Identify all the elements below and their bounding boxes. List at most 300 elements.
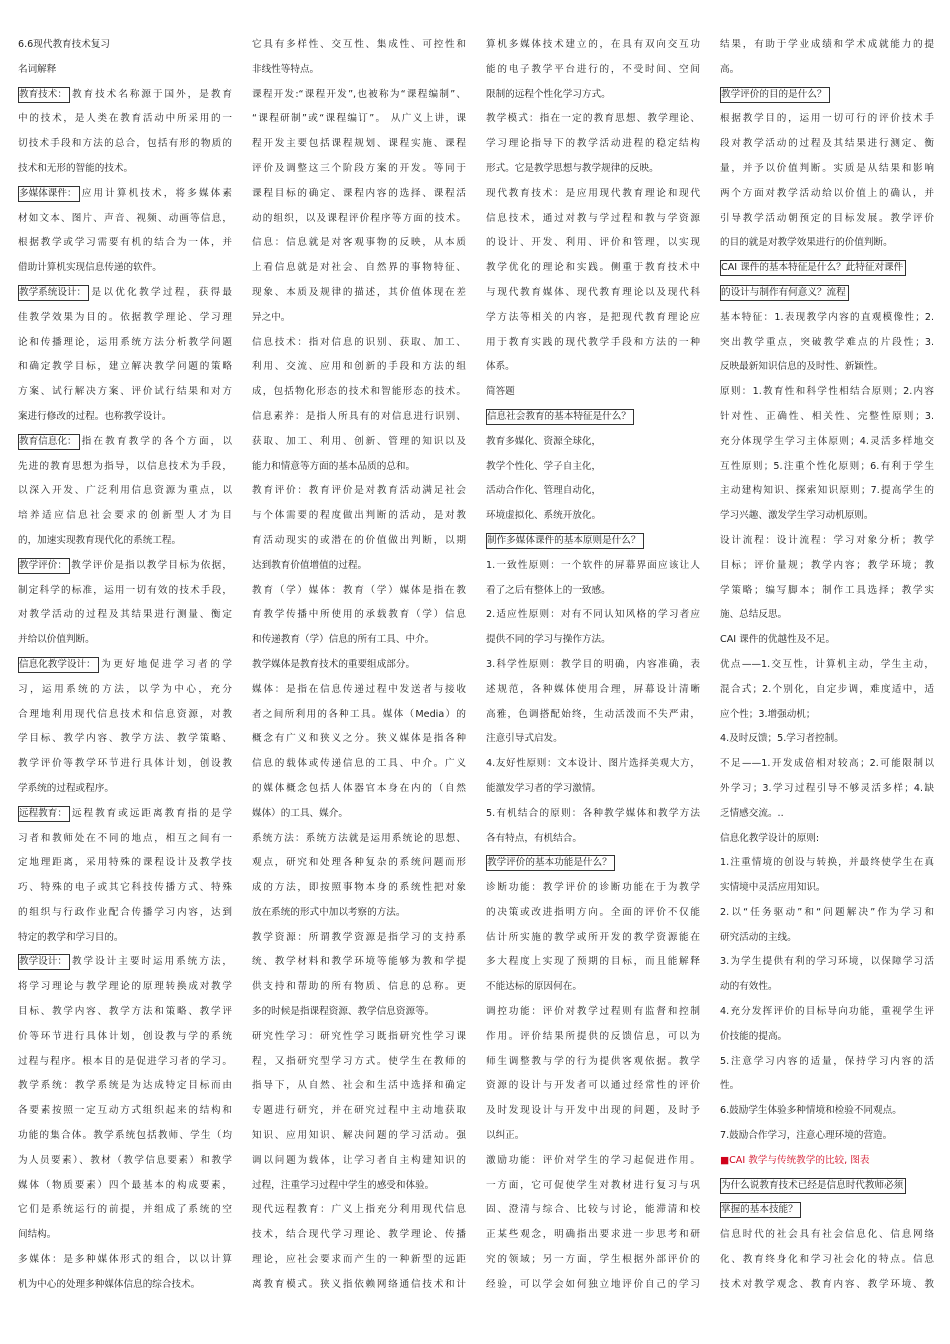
line-text: 及时发现设计与开发中出现的问题，及时予 bbox=[486, 1105, 700, 1117]
text-line bbox=[18, 157, 232, 182]
text-line bbox=[486, 1149, 700, 1174]
text-line bbox=[18, 306, 232, 331]
text-line bbox=[252, 975, 466, 1000]
text-line bbox=[720, 1248, 934, 1273]
column-3 bbox=[486, 33, 700, 1344]
boxed-term: CAI 课件的基本特征是什么？此特征对课件 bbox=[720, 260, 906, 276]
line-text: 评价及调整这三个阶段方案的开发。等同于 bbox=[252, 162, 466, 174]
line-text: 概念有广义和狭义之分。狭义媒体是指各种 bbox=[252, 733, 466, 745]
boxed-term: 教育信息化： bbox=[18, 434, 80, 450]
line-text: 实情境中灵活应用知识。 bbox=[720, 882, 826, 894]
line-text: 它具有多样性、交互性、集成性、可控性和 bbox=[252, 39, 466, 50]
line-text: 离教育模式。狭义指依赖网络通信技术和计 bbox=[252, 1278, 466, 1290]
line-text: 制定科学的标准，运用一切有效的技术手段， bbox=[18, 584, 232, 596]
text-line bbox=[720, 331, 934, 356]
line-text: 混合式；2.个别化，自定步调，难度适中，适 bbox=[720, 683, 934, 695]
text-line bbox=[18, 851, 232, 876]
line-text: 提供不同的学习与操作方法。 bbox=[486, 634, 611, 646]
line-text: 结果，有助于学业成绩和学术成就能力的提 bbox=[720, 39, 934, 50]
line-text: “课程研制”或“课程编订”。 从广义上讲，课 bbox=[252, 113, 466, 125]
boxed-term: 教学系统设计： bbox=[18, 285, 89, 301]
text-line bbox=[486, 777, 700, 802]
text-line bbox=[486, 33, 700, 58]
line-text: 根据教学目的，运用一切可行的评价技术手 bbox=[720, 113, 934, 125]
line-text: 多的时候是指课程资源、教学信息资源等。 bbox=[252, 1006, 435, 1018]
line-text: 能力和情意等方面的基本品质的总和。 bbox=[252, 460, 416, 472]
text-line bbox=[252, 901, 466, 926]
line-text: 统、教学材料和教学环境等能够为教和学提 bbox=[252, 956, 466, 968]
text-line bbox=[720, 752, 934, 777]
line-text: 教育（学）媒体：教育（学）媒体是指在教 bbox=[252, 584, 466, 596]
line-text: 学目标、教学内容、教学方法、教学策略、 bbox=[18, 733, 232, 745]
line-text: 课程目标的确定、课程内容的选择、课程活 bbox=[252, 187, 466, 199]
line-text: 与现代教育媒体、现代教育理论以及现代科 bbox=[486, 286, 700, 298]
text-line bbox=[18, 182, 232, 207]
line-text: 以纠正。 bbox=[486, 1130, 525, 1142]
text-line bbox=[486, 1000, 700, 1025]
text-line bbox=[720, 1000, 934, 1025]
line-text: 培养适应信息社会要求的创新型人才为目 bbox=[18, 510, 232, 522]
text-line bbox=[252, 1000, 466, 1025]
text-line bbox=[720, 504, 934, 529]
text-line bbox=[252, 653, 466, 678]
line-text: 性。 bbox=[720, 1080, 740, 1092]
line-text: 7.鼓励合作学习，注意心理环境的营造。 bbox=[720, 1130, 893, 1142]
line-text: 调以问题为载体，让学习者自主构建知识的 bbox=[252, 1154, 466, 1166]
text-line bbox=[18, 802, 232, 827]
line-text: 环境虚拟化、系统开放化。 bbox=[486, 510, 602, 522]
line-text: 的媒体概念包括人体器官本身在内的（自然 bbox=[252, 782, 466, 794]
text-line bbox=[486, 926, 700, 951]
text-line bbox=[486, 455, 700, 480]
line-text: 1.注重情境的创设与转换，并最终使学生在真 bbox=[720, 857, 934, 869]
line-text: 教学系统：教学系统是为达成特定目标而由 bbox=[18, 1080, 232, 1092]
text-line bbox=[486, 1248, 700, 1273]
line-text: 形式。它是教学思想与教学规律的反映。 bbox=[486, 162, 659, 174]
line-text: 习者和教师处在不同的地点，相互之间有一 bbox=[18, 832, 232, 844]
line-text: 原则：1.教育性和科学性相结合原则；2.内容 bbox=[720, 386, 934, 398]
boxed-term: 远程教育： bbox=[18, 806, 70, 822]
text-line bbox=[18, 1099, 232, 1124]
line-text: 多媒体：是多种媒体形式的组合，以以计算 bbox=[18, 1254, 232, 1266]
text-line bbox=[720, 380, 934, 405]
text-line bbox=[252, 1174, 466, 1199]
line-text: 切技术手段和方法的总合，包括有形的物质的 bbox=[18, 138, 232, 150]
line-text: 3.科学性原则：教学目的明确，内容准确，表 bbox=[486, 658, 700, 670]
line-text: 的设计、开发、利用、评价和管理，以实现 bbox=[486, 237, 700, 249]
line-text: 指在教育教学的各个方面，以 bbox=[79, 435, 232, 447]
line-text: 乏情感交流。.. bbox=[720, 807, 784, 819]
text-line bbox=[720, 182, 934, 207]
line-text: 段对教学活动的过程及其结果进行测定、衡 bbox=[720, 138, 934, 150]
column-2 bbox=[252, 33, 466, 1344]
text-line bbox=[720, 950, 934, 975]
text-line bbox=[18, 653, 232, 678]
line-text: 合理地利用现代信息技术和信息资源，对教 bbox=[18, 708, 232, 720]
line-text: 技术，结合现代学习理论、教学理论、传播 bbox=[252, 1229, 466, 1241]
line-text: 中的技术，是人类在教育活动中所采用的一 bbox=[18, 113, 232, 125]
line-text: 简答题 bbox=[486, 386, 515, 398]
text-line bbox=[720, 405, 934, 430]
text-line bbox=[486, 554, 700, 579]
line-text: 技术对教学观念、教育内容、教学环境、教 bbox=[720, 1278, 934, 1290]
line-text: 巧、特殊的电子或其它科技传播方式、特殊 bbox=[18, 882, 232, 894]
text-line bbox=[252, 1223, 466, 1248]
line-text: 量，并予以价值判断。实质是从结果和影响 bbox=[720, 162, 934, 174]
text-line bbox=[486, 703, 700, 728]
line-text: 激励功能：评价对学生的学习起促进作用。 bbox=[486, 1154, 700, 1166]
line-text: 价等环节进行具体计划，创设教与学的系统 bbox=[18, 1030, 232, 1042]
line-text: 经验，可以学会如何独立地评价自己的学习 bbox=[486, 1278, 700, 1290]
text-line bbox=[252, 182, 466, 207]
line-text: 学习兴趣、激发学生学习动机原则。 bbox=[720, 510, 874, 522]
line-text: 究的领域；另一方面，学生根据外部评价的 bbox=[486, 1254, 700, 1266]
line-text: 过程与程序。根本目的是促进学习者的学习。 bbox=[18, 1055, 232, 1067]
line-text: 信息时代的社会具有社会信息化、信息网络 bbox=[720, 1229, 934, 1241]
text-line bbox=[252, 380, 466, 405]
text-line bbox=[18, 628, 232, 653]
boxed-term: 教学评价的目的是什么？ bbox=[720, 87, 830, 103]
line-text: 4.充分发挥评价的目标导向功能，重视学生评 bbox=[720, 1006, 934, 1018]
text-line bbox=[18, 1248, 232, 1273]
text-line bbox=[18, 603, 232, 628]
line-text: 述规范，各种媒体使用合理，屏幕设计清晰 bbox=[486, 683, 700, 695]
boxed-term: 的设计与制作有何意义？流程 bbox=[720, 285, 849, 301]
text-line bbox=[486, 58, 700, 83]
line-text: 动的有效性。 bbox=[720, 981, 778, 993]
text-line bbox=[252, 281, 466, 306]
line-text: 5.注意学习内容的适量，保持学习内容的活 bbox=[720, 1055, 934, 1067]
text-line bbox=[720, 1198, 934, 1223]
line-text: 课程开发:“课程开发”,也被称为“课程编制”、 bbox=[252, 88, 466, 100]
line-text: 多大程度上实现了预期的目标，而且能解释 bbox=[486, 956, 700, 968]
text-line bbox=[252, 1248, 466, 1273]
text-line bbox=[720, 1223, 934, 1248]
boxed-term: 信息化教学设计： bbox=[18, 657, 99, 673]
text-line bbox=[486, 331, 700, 356]
text-line bbox=[252, 355, 466, 380]
line-text: 外学习；3.学习过程引导不够灵活多样；4.缺 bbox=[720, 782, 934, 794]
line-text: 体系。 bbox=[486, 361, 515, 373]
line-text: 学系统的过程或程序。 bbox=[18, 782, 114, 794]
line-text: 2.适应性原则：对有不同认知风格的学习者应 bbox=[486, 609, 700, 621]
line-text: 的，加速实现教育现代化的系统工程。 bbox=[18, 534, 182, 546]
text-line bbox=[486, 950, 700, 975]
line-text: 和确定教学目标，建立解决教学问题的策略 bbox=[18, 361, 232, 373]
line-text: CAI 课件的优越性及不足。 bbox=[720, 634, 836, 646]
text-line bbox=[18, 1273, 232, 1298]
text-line bbox=[18, 132, 232, 157]
line-text: 设计流程：设计流程：学习对象分析；教学 bbox=[720, 534, 934, 546]
text-line bbox=[252, 1050, 466, 1075]
text-line bbox=[18, 752, 232, 777]
line-text: 系统方法：系统方法就是运用系统论的思想、 bbox=[252, 832, 466, 844]
line-text: 教学资源：所谓教学资源是指学习的支持系 bbox=[252, 931, 466, 943]
text-line bbox=[486, 504, 700, 529]
line-text: 为更好地促进学习者的学 bbox=[98, 658, 232, 670]
text-line bbox=[720, 132, 934, 157]
line-text: 先进的教育思想为指导，以信息技术为手段， bbox=[18, 460, 232, 472]
line-text: 和传递教育（学）信息的所有工具、中介。 bbox=[252, 634, 435, 646]
text-line bbox=[252, 678, 466, 703]
text-line bbox=[486, 579, 700, 604]
line-text: 研究性学习：研究性学习既指研究性学习课 bbox=[252, 1030, 466, 1042]
line-text: 看了之后有整体上的一致感。 bbox=[486, 584, 611, 596]
line-text: 教学个性化、学子自主化， bbox=[486, 460, 602, 472]
text-line bbox=[252, 58, 466, 83]
boxed-term: 教育技术： bbox=[18, 87, 70, 103]
line-text: 放在系统的形式中加以考察的方法。 bbox=[252, 906, 406, 918]
line-text: 估计所实施的教学或所开发的教学资源能在 bbox=[486, 931, 700, 943]
line-text: 4.友好性原则：文本设计、图片选择美观大方， bbox=[486, 758, 700, 770]
text-line bbox=[720, 355, 934, 380]
line-text: 现象、本质及规律的描述，其价值体现在差 bbox=[252, 286, 466, 298]
line-text: 方案、试行解决方案、评价试行结果和对方 bbox=[18, 386, 232, 398]
text-line bbox=[18, 529, 232, 554]
line-text: 信息：信息就是对客观事物的反映，从本质 bbox=[252, 237, 466, 249]
text-line bbox=[486, 207, 700, 232]
line-text: 指导下，从自然、社会和生活中选择和确定 bbox=[252, 1080, 466, 1092]
text-line bbox=[252, 1149, 466, 1174]
text-line bbox=[486, 1223, 700, 1248]
text-line bbox=[252, 727, 466, 752]
text-line bbox=[18, 678, 232, 703]
line-text: 高雅，色调搭配始终，生动活泼而不失严肃， bbox=[486, 708, 700, 720]
text-line bbox=[720, 306, 934, 331]
text-line bbox=[720, 256, 934, 281]
line-text: 不能达标的原因何在。 bbox=[486, 981, 582, 993]
line-text: 以深入开发、广泛利用信息资源为重点，以 bbox=[18, 485, 232, 497]
text-line bbox=[252, 256, 466, 281]
text-line bbox=[18, 975, 232, 1000]
text-line bbox=[720, 603, 934, 628]
line-text: 教学模式：指在一定的教育思想、教学理论、 bbox=[486, 113, 700, 125]
boxed-term: 掌握的基本技能？ bbox=[720, 1202, 801, 1218]
line-text: 论和传播理论，运用系统方法分析教学问题 bbox=[18, 336, 232, 348]
line-text: 教学评价等教学环节进行具体计划，创设教 bbox=[18, 758, 232, 770]
line-text: 注意引导式启发。 bbox=[486, 733, 563, 745]
text-line bbox=[252, 430, 466, 455]
line-text: 机为中心的处理多种媒体信息的综合技术。 bbox=[18, 1278, 201, 1290]
line-text: 反映最新知识信息的及时性、新颖性。 bbox=[720, 361, 884, 373]
text-line bbox=[18, 504, 232, 529]
text-line bbox=[252, 802, 466, 827]
text-line bbox=[720, 1050, 934, 1075]
text-line bbox=[486, 256, 700, 281]
line-text: 能的电子教学平台进行的，不受时间、空间 bbox=[486, 63, 700, 75]
text-line bbox=[252, 554, 466, 579]
text-line bbox=[486, 1273, 700, 1298]
line-text: 将学习理论与教学理论的原理转换成对教学 bbox=[18, 981, 232, 993]
text-line bbox=[252, 529, 466, 554]
line-text: 充分体现学生学习主体原则；4.灵活多样地交 bbox=[720, 435, 934, 447]
text-line bbox=[720, 1099, 934, 1124]
text-line bbox=[18, 380, 232, 405]
line-text: 6.6现代教育技术复习 bbox=[18, 39, 111, 50]
boxed-term: 为什么说教育技术已经是信息时代教师必须 bbox=[720, 1178, 906, 1194]
text-line bbox=[18, 926, 232, 951]
text-line bbox=[252, 83, 466, 108]
text-line bbox=[486, 603, 700, 628]
line-text: 互性原则；5.注重个性化原则；6.有利于学生 bbox=[720, 460, 934, 472]
line-text: 突出教学重点，突破教学难点的片段性；3. bbox=[720, 336, 934, 348]
line-text: 程，又指研究型学习方式。使学生在教师的 bbox=[252, 1055, 466, 1067]
text-line bbox=[252, 1124, 466, 1149]
line-text: 化、教育终身化和学习社会化的特点。信息 bbox=[720, 1254, 934, 1266]
line-text: 教学评价是指以教学目标为依据， bbox=[69, 559, 232, 571]
text-line bbox=[486, 851, 700, 876]
line-text: 学习理论指导下的教学活动进程的稳定结构 bbox=[486, 138, 700, 150]
text-line bbox=[486, 975, 700, 1000]
text-line bbox=[252, 752, 466, 777]
text-line bbox=[486, 430, 700, 455]
text-line bbox=[18, 33, 232, 58]
text-line bbox=[252, 950, 466, 975]
line-text: 专题进行研究，并在研究过程中主动地获取 bbox=[252, 1105, 466, 1117]
text-line bbox=[18, 1174, 232, 1199]
text-line bbox=[486, 182, 700, 207]
line-text: 教学设计主要时运用系统方法， bbox=[69, 956, 232, 968]
text-line bbox=[18, 1000, 232, 1025]
text-line bbox=[18, 901, 232, 926]
line-text: 各有特点，有机结合。 bbox=[486, 832, 582, 844]
line-text: 能激发学习者的学习激情。 bbox=[486, 782, 602, 794]
text-line bbox=[720, 83, 934, 108]
text-line bbox=[18, 876, 232, 901]
line-text: 教育技术名称源于国外，是教育 bbox=[69, 88, 232, 100]
line-text: 媒体：是指在信息传递过程中发送者与接收 bbox=[252, 683, 466, 695]
text-line bbox=[486, 727, 700, 752]
text-line bbox=[252, 207, 466, 232]
text-line bbox=[720, 1025, 934, 1050]
line-text: 目标；评价量规；教学内容；教学环境；教 bbox=[720, 559, 934, 571]
text-line bbox=[252, 827, 466, 852]
line-text: 知识、应用知识、解决问题的学习活动。强 bbox=[252, 1130, 466, 1142]
line-text: 一方面，它可促使学生对教材进行复习与巩 bbox=[486, 1179, 700, 1191]
line-text: 者之间所利用的各种工具。媒体（Media）的 bbox=[252, 708, 466, 720]
line-text: 供支持和帮助的所有物质、信息的总称。更 bbox=[252, 981, 466, 993]
text-line bbox=[18, 777, 232, 802]
line-text: 材如文本、图片、声音、视频、动画等信息， bbox=[18, 212, 232, 224]
text-line bbox=[720, 281, 934, 306]
line-text: 功能的集合体。教学系统包括教师、学生（均 bbox=[18, 1130, 232, 1142]
text-line bbox=[18, 405, 232, 430]
text-line bbox=[486, 529, 700, 554]
text-line bbox=[486, 628, 700, 653]
line-text: 基本特征：1.表现教学内容的直观模像性；2. bbox=[720, 311, 934, 323]
boxed-term: 教学评价： bbox=[18, 558, 70, 574]
text-line bbox=[486, 802, 700, 827]
line-text: ■CAI 教学与传统教学的比较, 图表 bbox=[720, 1154, 870, 1166]
text-line bbox=[18, 1025, 232, 1050]
line-text: 根据教学或学习需要有机的结合为一体，并 bbox=[18, 237, 232, 249]
text-line bbox=[720, 554, 934, 579]
line-text: 成的方法，即按照事物本身的系统性把对象 bbox=[252, 882, 466, 894]
text-line bbox=[720, 1074, 934, 1099]
line-text: 对教学活动的过程及其结果进行测量、衡定 bbox=[18, 609, 232, 621]
text-line bbox=[720, 876, 934, 901]
text-line bbox=[486, 1124, 700, 1149]
text-line bbox=[486, 752, 700, 777]
line-text: 主动建构知识、探索知识原则；7.提高学生的 bbox=[720, 485, 934, 497]
text-line bbox=[18, 281, 232, 306]
line-text: 信息的载体或传递信息的工具、中介。广义 bbox=[252, 758, 466, 770]
text-line bbox=[252, 777, 466, 802]
text-line bbox=[252, 455, 466, 480]
text-line bbox=[18, 827, 232, 852]
text-line bbox=[720, 975, 934, 1000]
line-text: 作用。评价结果所提供的反馈信息，可以为 bbox=[486, 1030, 700, 1042]
text-line bbox=[486, 1050, 700, 1075]
text-line bbox=[252, 157, 466, 182]
text-line bbox=[252, 1025, 466, 1050]
text-line bbox=[486, 827, 700, 852]
text-line bbox=[720, 33, 934, 58]
text-line bbox=[720, 926, 934, 951]
text-line bbox=[486, 479, 700, 504]
text-line bbox=[252, 306, 466, 331]
line-text: 媒体（物质要素）四个最基本的构成要素， bbox=[18, 1179, 232, 1191]
text-line bbox=[720, 529, 934, 554]
text-line bbox=[252, 405, 466, 430]
line-text: 应用计算机技术，将多媒体素 bbox=[79, 187, 232, 199]
line-text: 育教学传播中所使用的承载教育（学）信息 bbox=[252, 609, 466, 621]
text-line bbox=[720, 628, 934, 653]
text-line bbox=[18, 1149, 232, 1174]
line-text: 佳教学效果为目的。依据教学理论、学习理 bbox=[18, 311, 232, 323]
line-text: 高。 bbox=[720, 63, 740, 75]
text-line bbox=[18, 1124, 232, 1149]
text-line bbox=[18, 1198, 232, 1223]
line-text: 借助计算机实现信息传递的软件。 bbox=[18, 262, 162, 274]
line-text: 理论，应社会要求而产生的一种新型的远距 bbox=[252, 1254, 466, 1266]
line-text: 信息技术，通过对教与学过程和教与学资源 bbox=[486, 212, 700, 224]
line-text: 研究活动的主线。 bbox=[720, 931, 797, 943]
text-line bbox=[486, 1025, 700, 1050]
line-text: 资源的设计与开发者可以通过经常性的评价 bbox=[486, 1080, 700, 1092]
line-text: 限制的远程个性化学习方式。 bbox=[486, 88, 611, 100]
line-text: 的组织与行政作业配合传播学习内容，达到 bbox=[18, 906, 232, 918]
line-text: 优点——1.交互性，计算机主动，学生主动， bbox=[720, 658, 934, 670]
line-text: 6.鼓励学生体验多种情境和检验不同观点。 bbox=[720, 1105, 902, 1117]
text-line bbox=[252, 851, 466, 876]
text-line bbox=[252, 1099, 466, 1124]
text-line bbox=[720, 58, 934, 83]
text-line bbox=[486, 1174, 700, 1199]
text-line bbox=[720, 777, 934, 802]
text-line bbox=[486, 231, 700, 256]
text-line bbox=[18, 950, 232, 975]
text-line bbox=[18, 107, 232, 132]
line-text: 动的组织，以及课程评价程序等方面的技术。 bbox=[252, 212, 466, 224]
text-line bbox=[720, 1149, 934, 1174]
text-line bbox=[720, 901, 934, 926]
line-text: 间结构。 bbox=[18, 1229, 57, 1241]
text-line bbox=[252, 628, 466, 653]
line-text: 异之中。 bbox=[252, 311, 291, 323]
text-line bbox=[252, 876, 466, 901]
line-text: 信息化教学设计的原则: bbox=[720, 832, 820, 844]
line-text: 师生调整教与学的行为提供客观依据。教学 bbox=[486, 1055, 700, 1067]
line-text: 它们是系统运行的前提，并组成了系统的空 bbox=[18, 1204, 232, 1216]
line-text: 2.以“任务驱动”和“问题解决”作为学习和 bbox=[720, 906, 934, 918]
line-text: 是以优化教学过程，获得最 bbox=[89, 286, 232, 298]
text-line bbox=[252, 132, 466, 157]
line-text: 引导教学活动朝预定的目标发展。教学评价 bbox=[720, 212, 934, 224]
text-line bbox=[486, 1198, 700, 1223]
boxed-term: 信息社会教育的基本特征是什么？ bbox=[486, 409, 634, 425]
line-text: 施、总结反思。 bbox=[720, 609, 788, 621]
